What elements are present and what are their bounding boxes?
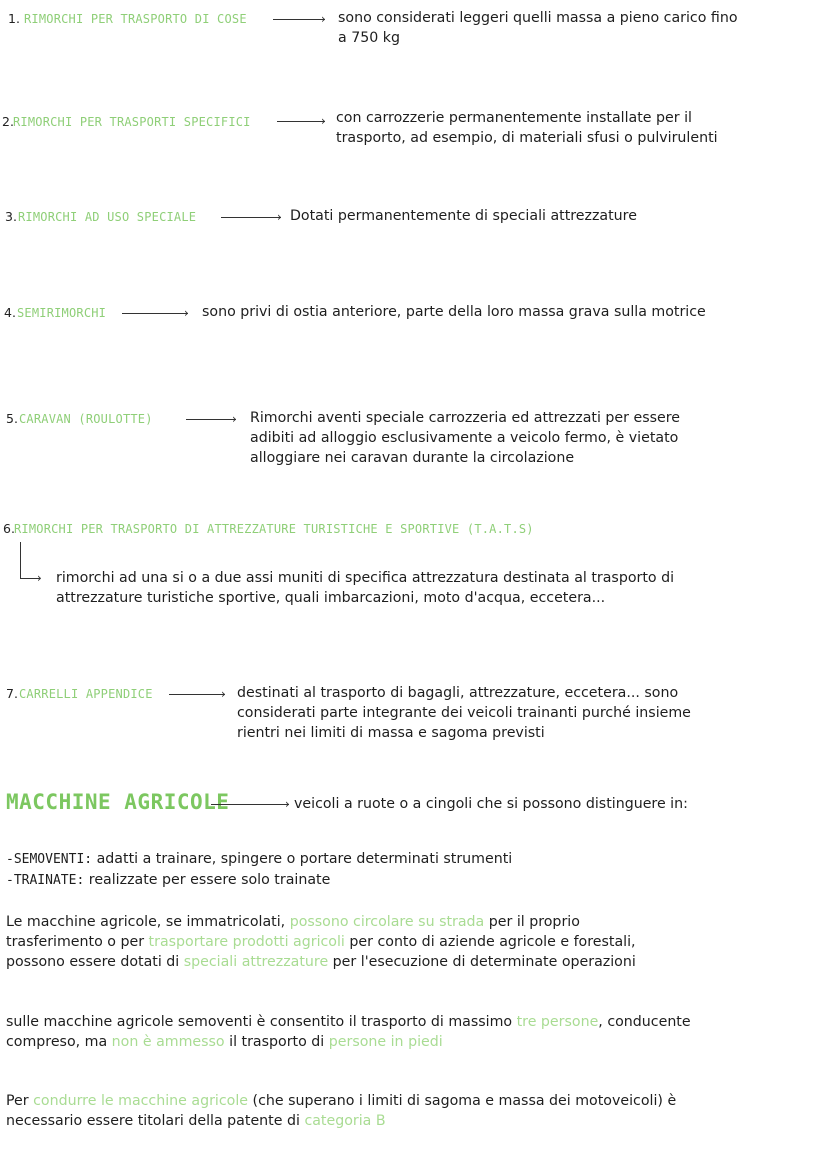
arrow-head-icon: › — [184, 306, 189, 320]
section-text: con carrozzerie permanentemente installate per il trasporto, ad esempio, di materiali sfusi o pulvirulenti — [336, 110, 718, 146]
section-2 — [2, 108, 822, 158]
heading-description: veicoli a ruote o a cingoli che si possono distinguere in: — [294, 796, 688, 812]
section-number: 4. — [4, 305, 16, 320]
paragraph-circolazione: Le macchine agricole, se immatricolati, possono circolare su strada per il proprio trasferimento o per trasportare prodotti agricoli per conto di aziende agricole e forestali, possono essere dotati di speciali attrezzature per l'esecuzione di determinate operazioni — [6, 914, 636, 970]
section-1 — [8, 8, 823, 58]
section-label: RIMORCHI PER TRASPORTO DI ATTREZZATURE TURISTICHE E SPORTIVE (T.A.T.S) — [14, 522, 534, 536]
types-list — [6, 849, 821, 891]
list-item: -TRAINATE: realizzate per essere solo trainate — [6, 872, 331, 888]
section-number: 6. — [3, 521, 15, 536]
bracket-line — [20, 542, 21, 578]
section-label: RIMORCHI AD USO SPECIALE — [18, 210, 197, 224]
section-text: rimorchi ad una si o a due assi muniti di specifica attrezzatura destinata al trasporto di attrezzature turistiche sportive, quali imbarcazioni, moto d'acqua, eccetera... — [56, 570, 675, 606]
section-text: sono privi di ostia anteriore, parte della loro massa grava sulla motrice — [202, 304, 706, 320]
section-number: 3. — [5, 209, 17, 224]
section-label: CARRELLI APPENDICE — [19, 687, 153, 701]
section-text: destinati al trasporto di bagagli, attrezzature, eccetera... sono considerati parte integrante dei veicoli trainanti purché insieme rientri nei limiti di massa e sagoma previsti — [237, 685, 691, 741]
page-heading: MACCHINE AGRICOLE — [6, 790, 230, 814]
section-number: 1. — [8, 11, 20, 26]
section-label: RIMORCHI PER TRASPORTI SPECIFICI — [13, 115, 251, 129]
section-number: 5. — [6, 411, 18, 426]
arrow-line — [221, 217, 281, 218]
arrow-line — [122, 313, 188, 314]
arrow-head-icon: › — [321, 12, 326, 26]
arrow-head-icon: › — [285, 797, 290, 811]
section-number: 2. — [2, 114, 14, 129]
section-4 — [4, 302, 826, 328]
section-label: CARAVAN (ROULOTTE) — [19, 412, 153, 426]
arrow-head-icon: › — [37, 571, 42, 585]
arrow-head-icon: › — [321, 114, 326, 128]
section-3 — [5, 206, 820, 232]
paragraph-patente: Per condurre le macchine agricole (che superano i limiti di sagoma e massa dei motoveicoli) è necessario essere titolari della patente di categoria B — [6, 1093, 677, 1129]
section-text: sono considerati leggeri quelli massa a pieno carico fino a 750 kg — [338, 10, 738, 46]
list-item: -SEMOVENTI: adatti a trainare, spingere o portare determinati strumenti — [6, 851, 513, 867]
section-text: Rimorchi aventi speciale carrozzeria ed attrezzati per essere adibiti ad alloggio esclusivamente a veicolo fermo, è vietato alloggiare nei caravan durante la circolazione — [250, 410, 680, 466]
arrow-head-icon: › — [232, 412, 237, 426]
section-7 — [6, 683, 821, 747]
arrow-head-icon: › — [221, 687, 226, 701]
arrow-line — [211, 804, 289, 805]
section-label: RIMORCHI PER TRASPORTO DI COSE — [24, 12, 247, 26]
arrow-line — [277, 121, 325, 122]
arrow-line — [169, 694, 225, 695]
arrow-line — [186, 419, 236, 420]
section-label: SEMIRIMORCHI — [17, 306, 107, 320]
section-number: 7. — [6, 686, 18, 701]
arrow-head-icon: › — [277, 210, 282, 224]
section-6 — [3, 518, 825, 618]
macchine-agricole-header — [6, 790, 821, 820]
section-5 — [6, 408, 821, 472]
arrow-line — [273, 19, 325, 20]
section-text: Dotati permanentemente di speciali attrezzature — [290, 208, 637, 224]
paragraph-trasporto-persone: sulle macchine agricole semoventi è consentito il trasporto di massimo tre persone, conducente compreso, ma non è ammesso il trasporto di persone in piedi — [6, 1014, 691, 1050]
